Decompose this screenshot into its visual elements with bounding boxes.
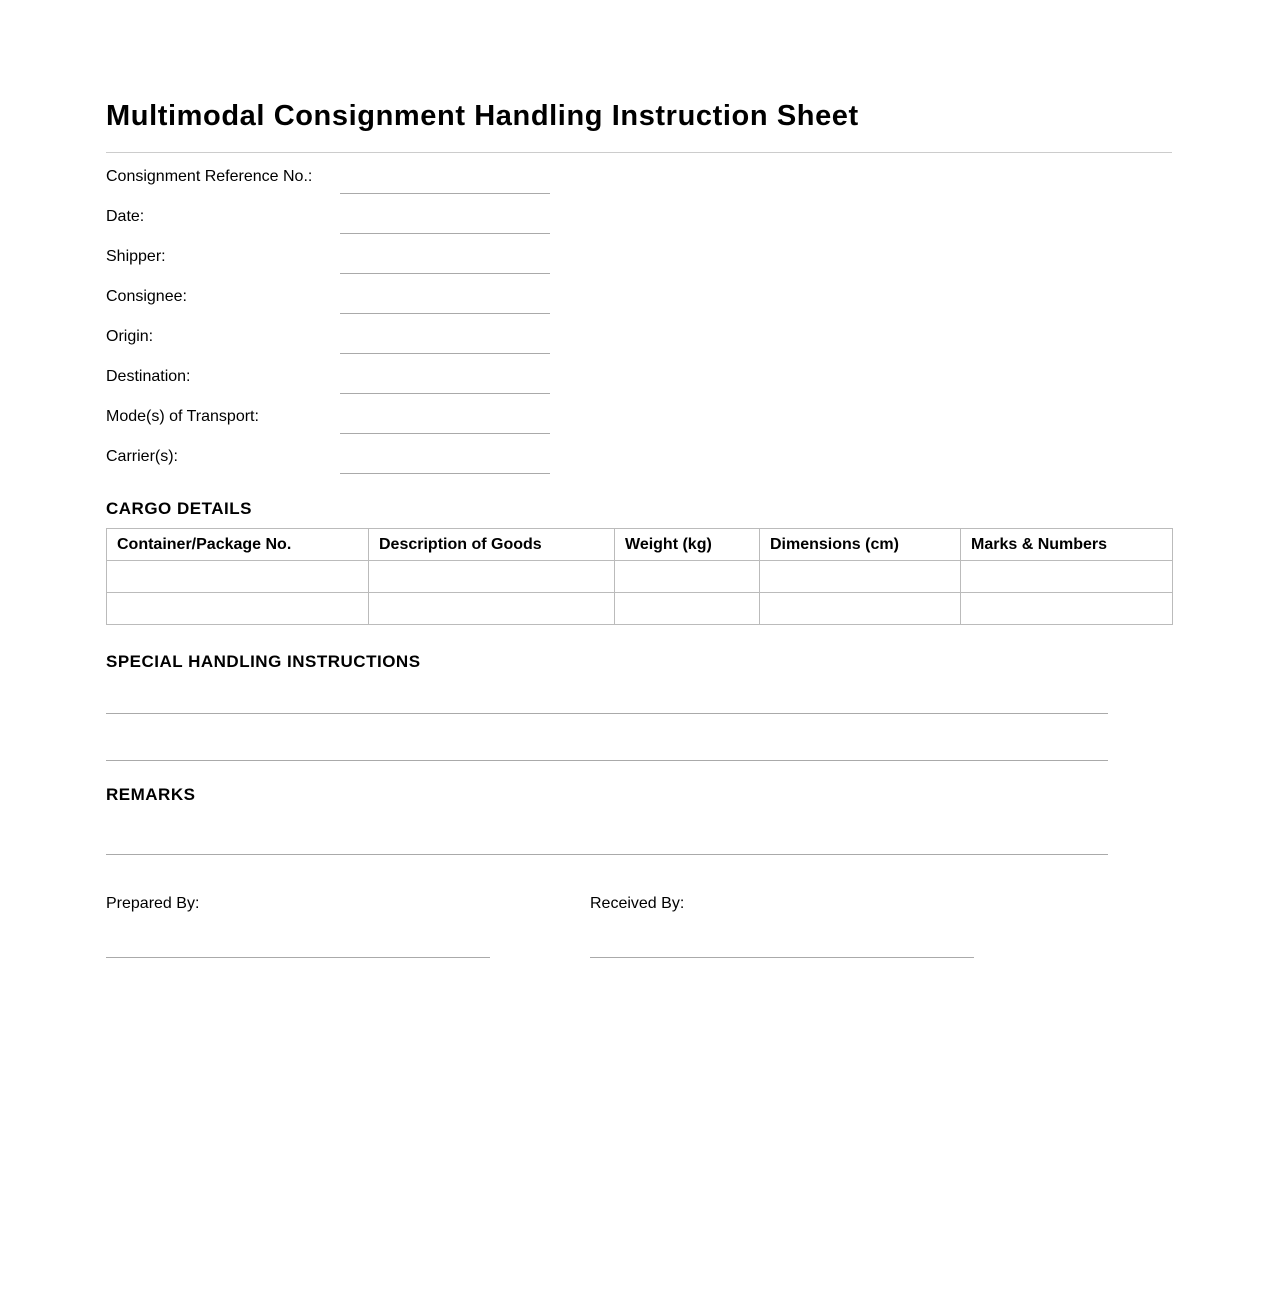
- field-label: Carrier(s):: [106, 448, 178, 465]
- date-input[interactable]: [340, 200, 550, 234]
- consignment-ref-input[interactable]: [340, 160, 550, 194]
- table-cell[interactable]: [961, 561, 1173, 593]
- consignee-input[interactable]: [340, 280, 550, 314]
- table-cell[interactable]: [760, 561, 961, 593]
- column-header: Container/Package No.: [107, 529, 369, 561]
- carriers-input[interactable]: [340, 440, 550, 474]
- column-header: Marks & Numbers: [961, 529, 1173, 561]
- column-header: Description of Goods: [369, 529, 615, 561]
- field-origin: [106, 320, 556, 360]
- table-cell[interactable]: [615, 593, 760, 625]
- shipper-input[interactable]: [340, 240, 550, 274]
- prepared-by-label: Prepared By:: [106, 895, 200, 912]
- table-cell[interactable]: [107, 593, 369, 625]
- table-cell[interactable]: [107, 561, 369, 593]
- remarks-heading: REMARKS: [106, 785, 196, 804]
- table-cell[interactable]: [369, 561, 615, 593]
- table-cell[interactable]: [369, 593, 615, 625]
- field-label: Mode(s) of Transport:: [106, 408, 259, 425]
- destination-input[interactable]: [340, 360, 550, 394]
- field-destination: [106, 360, 556, 400]
- document-title: Multimodal Consignment Handling Instruction Sheet: [106, 100, 859, 132]
- field-label: Shipper:: [106, 248, 166, 265]
- cargo-table: [106, 528, 1173, 625]
- table-row: [107, 561, 1173, 593]
- special-handling-line-1[interactable]: [106, 713, 1108, 714]
- origin-input[interactable]: [340, 320, 550, 354]
- remarks-line[interactable]: [106, 854, 1108, 855]
- field-label: Consignee:: [106, 288, 187, 305]
- special-handling-heading: SPECIAL HANDLING INSTRUCTIONS: [106, 652, 421, 671]
- table-row: [107, 593, 1173, 625]
- prepared-by-signature-line[interactable]: [106, 957, 490, 958]
- received-by-label: Received By:: [590, 895, 685, 912]
- field-date: [106, 200, 556, 240]
- title-divider: [106, 152, 1172, 153]
- table-cell[interactable]: [615, 561, 760, 593]
- field-consignee: [106, 280, 556, 320]
- received-by-signature-line[interactable]: [590, 957, 974, 958]
- field-label: Origin:: [106, 328, 154, 345]
- column-header: Dimensions (cm): [760, 529, 961, 561]
- table-cell[interactable]: [961, 593, 1173, 625]
- special-handling-line-2[interactable]: [106, 760, 1108, 761]
- field-transport-modes: [106, 400, 556, 440]
- table-header-row: [107, 529, 1173, 561]
- field-label: Destination:: [106, 368, 191, 385]
- field-label: Consignment Reference No.:: [106, 168, 313, 185]
- column-header: Weight (kg): [615, 529, 760, 561]
- table-cell[interactable]: [760, 593, 961, 625]
- field-carriers: [106, 440, 556, 480]
- field-label: Date:: [106, 208, 145, 225]
- field-consignment-ref: [106, 160, 556, 200]
- field-shipper: [106, 240, 556, 280]
- transport-modes-input[interactable]: [340, 400, 550, 434]
- cargo-details-heading: CARGO DETAILS: [106, 499, 252, 518]
